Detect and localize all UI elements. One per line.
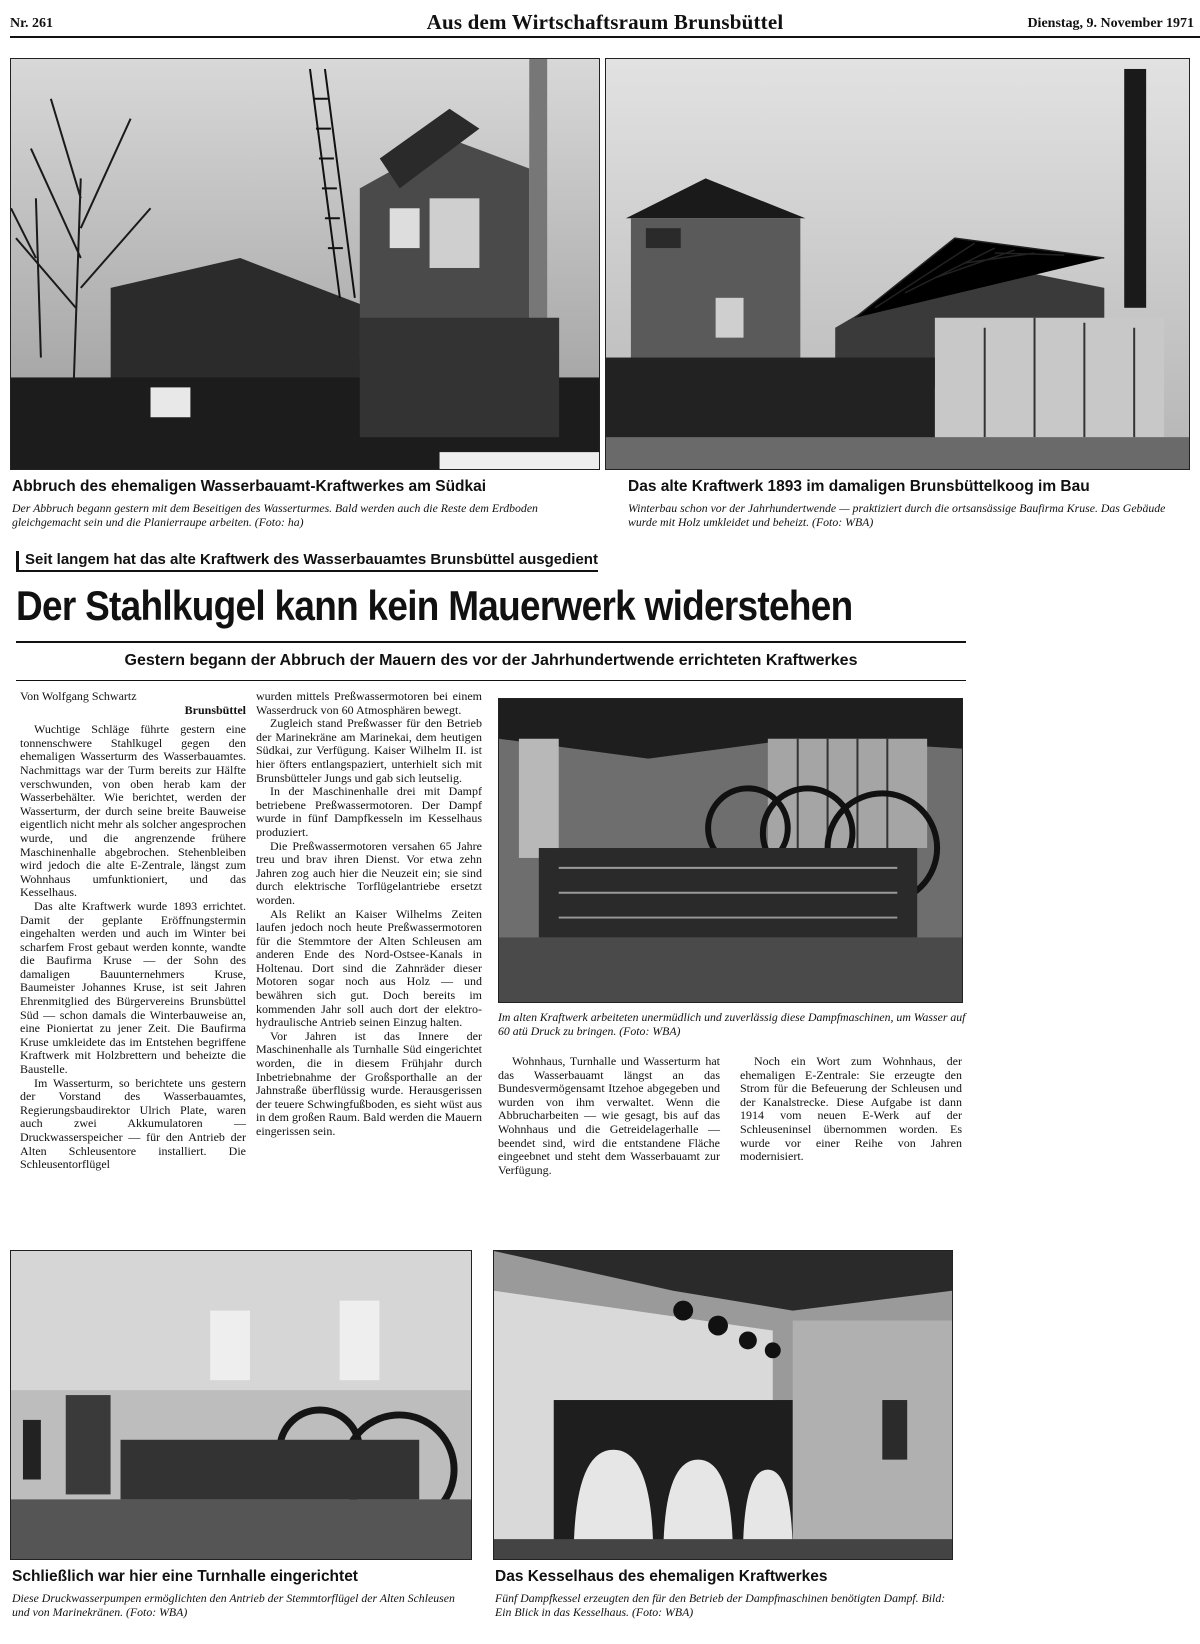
subhead-rule: [16, 680, 966, 681]
byline: Von Wolfgang Schwartz: [20, 689, 137, 703]
issue-date: Dienstag, 9. November 1971: [1027, 16, 1194, 31]
col3-paragraph: Wohnhaus, Turnhalle und Wasserturm hat das Wasserbauamt längst an das Bundesvermögensamt Itzehoe abgegeben und wurden von ihm verwaltet. Wenn die Abbrucharbeiten — wie gesagt, bis auf das Wohnhaus und die Getreidelagerhalle — beendet sind, wird die entstandene Fläche eingeebnet und steht dem Wasserbauamt zur Verfügung.: [498, 1054, 720, 1177]
col4-paragraph: Noch ein Wort zum Wohnhaus, der ehemaligen E-Zentrale: Sie erzeugte den Strom für die Befeuerung der Schleusen und der Kanalstrecke. Diese Aufgabe ist dann 1914 vom neuen E-Werk auf der Schleuseninsel übernommen worden. Es wurde vor einer Reihe von Jahren modernisiert.: [740, 1054, 962, 1164]
photo2-caption-text: Winterbau schon vor der Jahrhundertwende — praktiziert durch die ortsansässige Baufirma Kruse. Das Gebäude wurde mit Holz umkleidet und beheizt. (Foto: WBA): [628, 501, 1166, 529]
photo3-caption-head: Schließlich war hier eine Turnhalle eingerichtet: [12, 1568, 358, 1585]
col2-paragraph: Die Preßwassermotoren versahen 65 Jahre treu und brav ihren Dienst. Vor etwa zehn Jahren zog auch hier die Neuzeit ein; sie sind durch elektrische Torflügelantriebe ersetzt worden.: [256, 838, 482, 907]
photo3-caption-text: Diese Druckwasserpumpen ermöglichten den Antrieb der Stemmtorflügel der Alten Schleusen und von Marinekränen. (Foto: WBA): [12, 1591, 455, 1619]
article-subhead: Gestern begann der Abbruch der Mauern des vor der Jahrhundertwende errichteten Kraftwerkes: [124, 652, 858, 669]
photo-boiler-house: [493, 1250, 953, 1560]
photo-construction-1893: [605, 58, 1190, 470]
article-column-4: [740, 1055, 962, 1164]
col1-paragraph: Das alte Kraftwerk wurde 1893 errichtet. Damit der geplante Eröffnungstermin eingehalten werden und auch im Winter bei scharfem Frost gebaut werden konnte, wandte die Baufirma Kruse — der Sohn des damaligen Bauunternehmers Kruse, Baumeister Johannes Kruse, ist seit Jahren Ehrenmitglied des Bürgervereins Brunsbüttel Süd — schon damals die Winterbauweise an, eine Pioniertat zu jener Zeit. Die Baufirma Kruse umkleidete das im Entstehen begriffene Kraftwerk mit Holzbrettern und beheizte die Baustelle.: [20, 898, 246, 1077]
masthead: [10, 8, 1200, 38]
photo4-caption-text: Fünf Dampfkessel erzeugten den für den Betrieb der Dampfmaschinen benötigten Dampf. Bild: Ein Blick in das Kesselhaus. (Foto: WBA): [495, 1591, 946, 1619]
article-column-3: [498, 1055, 720, 1177]
dateline-place: Brunsbüttel: [184, 702, 246, 717]
photo-steam-engines-caption: Im alten Kraftwerk arbeiteten unermüdlich und zuverlässig diese Dampfmaschinen, um Wasser auf 60 atü Druck zu bringen. (Foto: WBA): [498, 1010, 966, 1038]
photo-demolition: [10, 58, 600, 470]
photo-gymnasium-pumps: [10, 1250, 472, 1560]
photo2-caption-head: Das alte Kraftwerk 1893 im damaligen Brunsbüttelkoog im Bau: [628, 478, 1090, 495]
col2-paragraph: Zugleich stand Preßwasser für den Betrieb der Marinekräne am Marinekai, dem heutigen Südkai, zur Verfügung. Kaiser Wilhelm II. ist hier öfters entlangspaziert, unterhielt sich mit Brunsbütteler Jungs und gab sich leutselig.: [256, 716, 482, 785]
section-title: Aus dem Wirtschaftsraum Brunsbüttel: [426, 10, 784, 34]
col1-paragraph: Wuchtige Schläge führte gestern eine tonnenschwere Stahlkugel gegen den ehemaligen Wasserturm des Wasserbauamtes. Nachmittags war der Turm bereits zur Hälfte verschwunden, von oben herab kam der Wasserbehälter. Wie berichtet, werden der Wasserturm, der durch seine breite Bauweise eigentlich nicht mehr als solcher angesprochen wurde, und die angrenzende frühere Maschinenhalle abgebrochen. Stehenbleiben wird jedoch die alte E-Zentrale, längst zum Wohnhaus umfunktioniert, und das Kesselhaus.: [20, 722, 246, 900]
photo4-caption-head: Das Kesselhaus des ehemaligen Kraftwerkes: [495, 1568, 828, 1585]
col2-paragraph: In der Maschinenhalle drei mit Dampf betriebene Preßwassermotoren. Der Dampf wurde in fünf Dampfkesseln im Kesselhaus produziert.: [256, 784, 482, 839]
photo-steam-engines: [498, 698, 963, 1003]
col1-paragraph: Im Wasserturm, so berichtete uns gestern der Vorstand des Wasserbauamtes, Regierungsbaudirektor Ulrich Plate, waren auch zwei Akkumulatoren — Druckwasserspeicher — für den Antrieb der Alten Schleusentore installiert. Die Schleusentorflügel: [20, 1075, 246, 1172]
photo1-caption-text: Der Abbruch begann gestern mit dem Beseitigen des Wasserturmes. Bald werden auch die Reste dem Erdboden gleichgemacht sein und die Planierraupe arbeiten. (Foto: ha): [12, 501, 538, 529]
article-headline: Der Stahlkugel kann kein Mauerwerk widerstehen: [16, 582, 853, 629]
photo1-caption-head: Abbruch des ehemaligen Wasserbauamt-Kraftwerkes am Südkai: [12, 478, 487, 495]
article-kicker: Seit langem hat das alte Kraftwerk des Wasserbauamtes Brunsbüttel ausgedient: [16, 551, 598, 572]
article-column-1: [20, 690, 246, 1172]
col2-paragraph: wurden mittels Preßwassermotoren bei einem Wasserdruck von 60 Atmosphären bewegt.: [256, 689, 482, 717]
headline-rule: [16, 641, 966, 643]
issue-number: Nr. 261: [10, 16, 54, 31]
col2-paragraph: Als Relikt an Kaiser Wilhelms Zeiten laufen jedoch noch heute Preßwassermotoren für die Stemmtore der Alten Schleusen am anderen Ende des Nord-Ostsee-Kanals in Holtenau. Dort sind die Zahnräder dieser Motoren sogar noch aus Holz — und bewähren sich gut. Doch bereits im kommenden Jahr soll auch dort der elektro-hydraulische Antrieb seinen Einzug halten.: [256, 906, 482, 1030]
article-column-2: [256, 690, 482, 1139]
col2-paragraph: Vor Jahren ist das Innere der Maschinenhalle als Turnhalle Süd eingerichtet worden, die in diesem Frühjahr durch Inbetriebnahme der Großsporthalle an der Jahnstraße überflüssig wurde. Herausgerissen der teuere Schwingfußboden, es sieht wüst aus in dem großen Raum. Bald werden die Mauern eingerissen sein.: [256, 1028, 482, 1138]
